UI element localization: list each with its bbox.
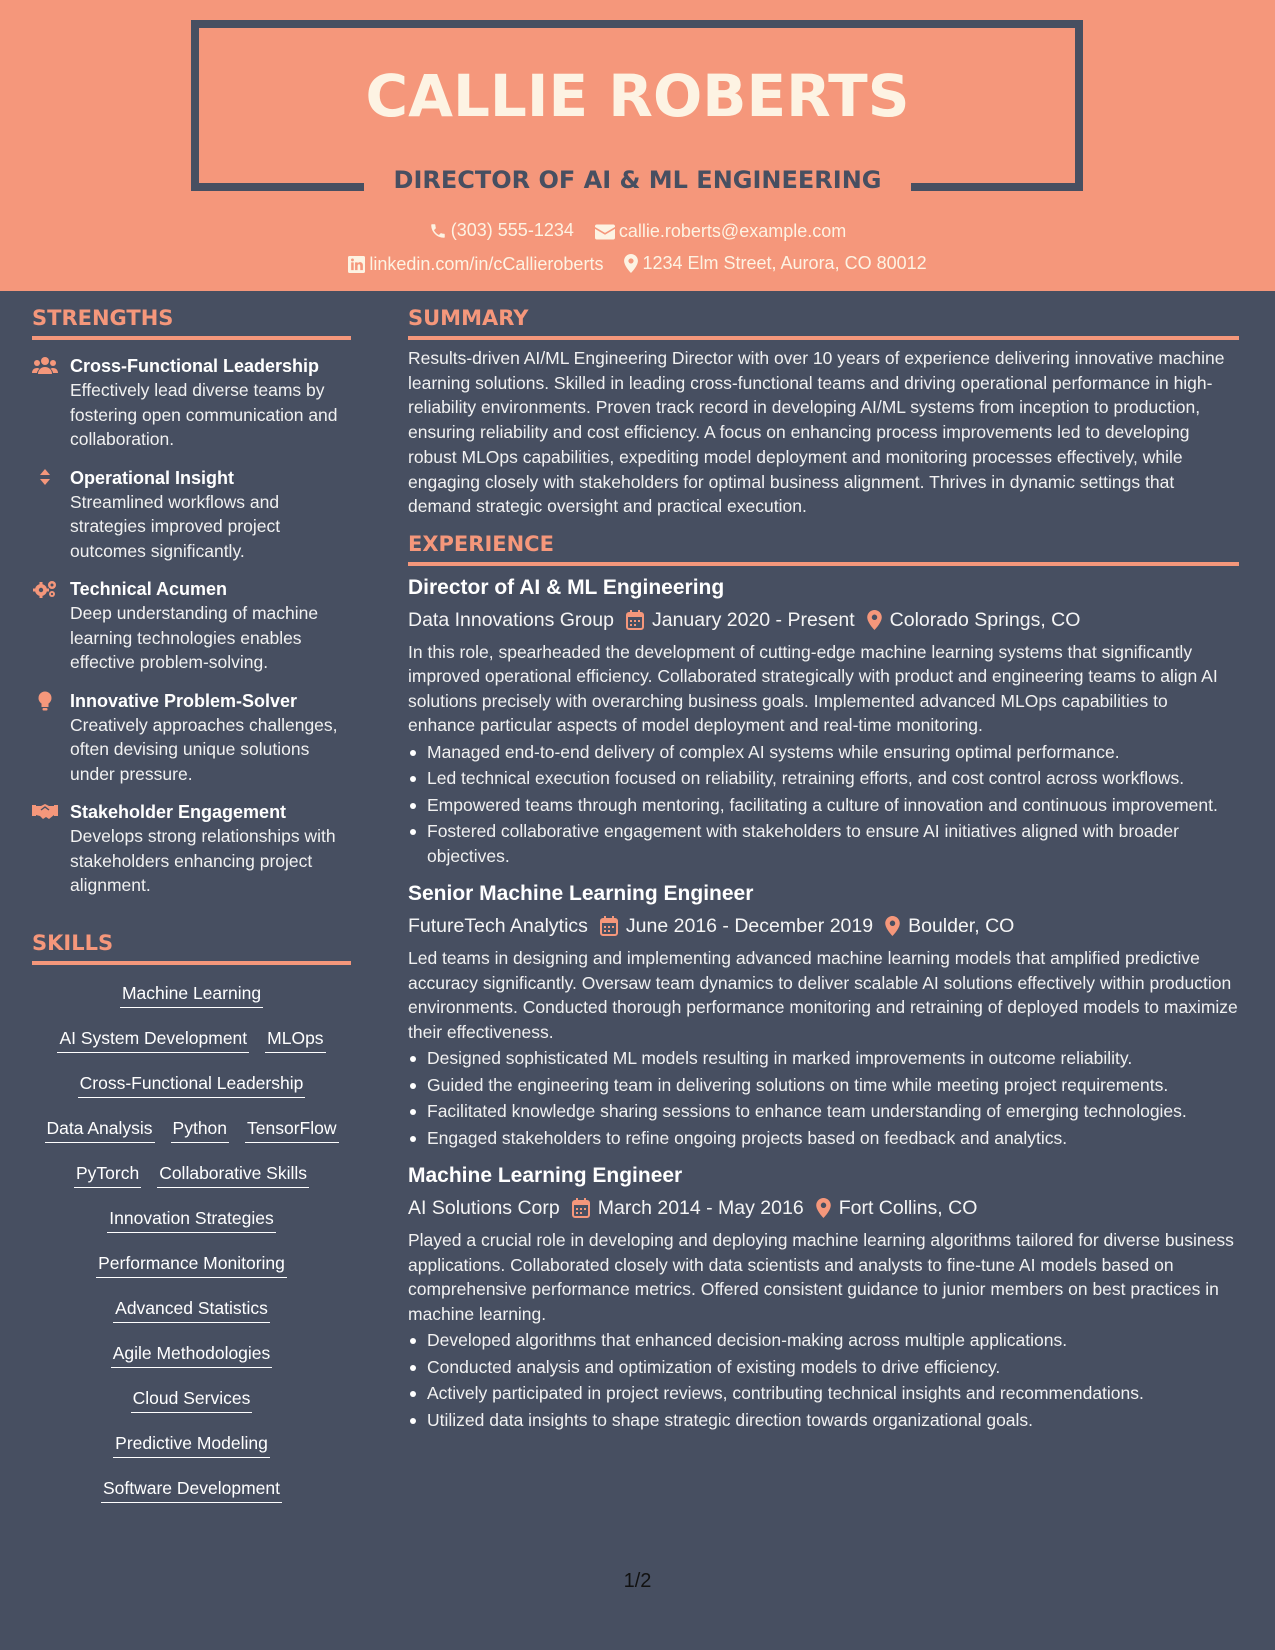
skill-tag: Python — [171, 1116, 229, 1143]
job-title: Director of AI & ML Engineering — [408, 575, 725, 599]
phone-icon — [429, 222, 447, 240]
linkedin-text: linkedin.com/in/cCallieroberts — [369, 254, 604, 274]
strengths-section — [32, 306, 351, 898]
strength-desc: Develops strong relationships with stakeholders enhancing project alignment. — [70, 826, 336, 895]
address-contact — [624, 253, 926, 274]
job-dates: March 2014 - May 2016 — [597, 1197, 804, 1220]
strength-item — [32, 689, 351, 787]
bullet-item: Managed end-to-end delivery of complex AI systems while ensuring optimal performance. — [408, 740, 1239, 765]
strength-title: Operational Insight — [70, 467, 235, 488]
job-meta — [408, 1194, 1239, 1222]
contact-row-2 — [0, 253, 1275, 278]
bullet-item: Engaged stakeholders to refine ongoing projects based on feedback and analytics. — [408, 1126, 1239, 1151]
skill-row — [32, 1161, 351, 1206]
strength-title: Stakeholder Engagement — [70, 802, 287, 822]
envelope-icon — [595, 224, 615, 240]
strength-desc: Effectively lead diverse teams by fostering open communication and collaboration. — [70, 380, 338, 449]
map-pin-icon — [867, 610, 882, 630]
skill-tag: Performance Monitoring — [96, 1251, 287, 1278]
main-column — [408, 306, 1239, 1434]
strength-item — [32, 577, 351, 675]
job-description: Played a crucial role in developing and deploying machine learning algorithms tailored for diverse business applications. Collaborated closely with data scientists and analysts to fine-tune AI models based on comprehensive performance metrics. Offered consistent guidance to junior members on best practices in machine learning. — [408, 1230, 1234, 1324]
strengths-heading: STRENGTHS — [32, 306, 351, 340]
skill-tag: Cross-Functional Leadership — [78, 1071, 306, 1098]
users-icon — [32, 356, 58, 374]
job-title: Machine Learning Engineer — [408, 1164, 683, 1188]
job-bullets — [408, 1328, 1239, 1432]
experience-heading: EXPERIENCE — [408, 532, 1239, 566]
phone-contact[interactable] — [429, 220, 574, 241]
skill-row — [32, 1431, 351, 1476]
bullet-item: Guided the engineering team in delivering solutions on time while meeting project requirements. — [408, 1073, 1239, 1098]
calendar-icon — [626, 610, 644, 630]
skills-section — [32, 931, 351, 1521]
job-entry — [408, 880, 1239, 1150]
contact-row-1 — [0, 220, 1275, 245]
resume-header — [0, 0, 1275, 291]
skill-tag: Innovation Strategies — [107, 1206, 275, 1233]
bullet-item: Fostered collaborative engagement with stakeholders to ensure AI initiatives aligned with broader objectives. — [408, 819, 1239, 868]
job-description: In this role, spearheaded the development of cutting-edge machine learning systems that significantly improved operational efficiency. Collaborated strategically with product and engineering teams to align AI solutions precisely with overarching business goals. Implemented advanced MLOps capabilities to enhance particular aspects of model deployment and real-time monitoring. — [408, 641, 1218, 736]
job-meta — [408, 912, 1239, 940]
skill-row — [32, 1386, 351, 1431]
skill-tag: Agile Methodologies — [111, 1341, 273, 1368]
skill-tag: Machine Learning — [120, 981, 263, 1008]
email-text: callie.roberts@example.com — [618, 221, 847, 241]
job-entry — [408, 1162, 1239, 1432]
gears-icon — [32, 579, 58, 599]
strength-title: Technical Acumen — [70, 579, 228, 599]
bullet-item: Facilitated knowledge sharing sessions to enhance team understanding of emerging technologies. — [408, 1099, 1239, 1124]
address-text: 1234 Elm Street, Aurora, CO 80012 — [642, 253, 927, 273]
skill-row — [32, 981, 351, 1026]
bullet-item: Led technical execution focused on reliability, retraining efforts, and cost control across workflows. — [408, 766, 1239, 791]
strength-desc: Deep understanding of machine learning technologies enables effective problem-solving. — [70, 603, 319, 672]
skill-row — [32, 1071, 351, 1116]
job-entry — [408, 574, 1239, 869]
job-title-heading: DIRECTOR OF AI & ML ENGINEERING — [393, 166, 882, 194]
strengths-list — [32, 354, 351, 898]
skills-list — [32, 981, 351, 1521]
strength-desc: Streamlined workflows and strategies improved project outcomes significantly. — [70, 491, 281, 561]
skill-row — [32, 1251, 351, 1296]
skill-tag: MLOps — [265, 1026, 325, 1053]
skill-tag: Software Development — [101, 1476, 282, 1503]
candidate-name: CALLIE ROBERTS — [365, 62, 910, 130]
job-title: Senior Machine Learning Engineer — [408, 882, 754, 906]
job-description: Led teams in designing and implementing advanced machine learning models that amplified predictive accuracy significantly. Oversaw team dynamics to deliver scalable AI solutions effectively within production environments. Conducted thorough performance monitoring and retraining of deployed models to maximize their effectiveness. — [408, 948, 1238, 1042]
bullet-item: Actively participated in project reviews, contributing technical insights and recommendations. — [408, 1381, 1239, 1406]
linkedin-contact[interactable] — [348, 254, 603, 275]
job-location: Boulder, CO — [908, 915, 1015, 938]
skill-row — [32, 1341, 351, 1386]
lightbulb-icon — [32, 691, 58, 711]
job-bullets — [408, 740, 1239, 869]
skill-row — [32, 1476, 351, 1521]
skill-tag: Predictive Modeling — [113, 1431, 270, 1458]
skill-row — [32, 1026, 351, 1071]
strength-desc: Creatively approaches challenges, often devising unique solutions under pressure. — [70, 714, 338, 784]
skill-tag: PyTorch — [74, 1161, 141, 1188]
skill-row — [32, 1296, 351, 1341]
job-location: Fort Collins, CO — [838, 1197, 978, 1220]
calendar-icon — [572, 1198, 590, 1218]
job-bullets — [408, 1046, 1239, 1150]
job-dates: June 2016 - December 2019 — [625, 915, 874, 938]
summary-heading: SUMMARY — [408, 306, 1239, 340]
phone-text: (303) 555-1234 — [450, 220, 574, 240]
calendar-icon — [600, 916, 618, 936]
job-meta — [408, 606, 1239, 634]
linkedin-icon — [348, 256, 365, 273]
skill-tag: TensorFlow — [245, 1116, 338, 1143]
handshake-icon — [32, 802, 58, 820]
page-number: 1/2 — [623, 1570, 652, 1592]
bullet-item: Developed algorithms that enhanced decision-making across multiple applications. — [408, 1328, 1239, 1353]
strength-title: Cross-Functional Leadership — [70, 356, 320, 376]
company-name: AI Solutions Corp — [408, 1197, 560, 1220]
email-contact[interactable] — [595, 221, 846, 242]
strength-item — [32, 466, 351, 564]
skill-tag: Cloud Services — [131, 1386, 253, 1413]
summary-text: Results-driven AI/ML Engineering Director with over 10 years of experience delivering innovative machine learning solutions. Skilled in leading cross-functional teams and driving operational performance in high-reliability environments. Proven track record in developing AI/ML systems from inception to production, ensuring reliability and cost efficiency. A focus on enhancing process improvements led to developing robust MLOps capabilities, expediting model deployment and monitoring processes effectively, while engaging closely with stakeholders for optimal business alignment. Thrives in dynamic settings that demand strategic oversight and practical execution. — [408, 348, 1225, 517]
skill-row — [32, 1116, 351, 1161]
strength-item — [32, 354, 351, 452]
map-pin-icon — [624, 254, 638, 273]
skill-row — [32, 1206, 351, 1251]
bullet-item: Utilized data insights to shape strategic direction towards organizational goals. — [408, 1408, 1239, 1433]
strength-title: Innovative Problem-Solver — [70, 690, 298, 711]
map-pin-icon — [816, 1198, 831, 1218]
skill-tag: Advanced Statistics — [113, 1296, 270, 1323]
bullet-item: Designed sophisticated ML models resulting in marked improvements in outcome reliability. — [408, 1046, 1239, 1071]
bullet-item: Conducted analysis and optimization of existing models to drive efficiency. — [408, 1355, 1239, 1380]
skills-heading: SKILLS — [32, 931, 351, 965]
job-location: Colorado Springs, CO — [889, 608, 1081, 631]
job-dates: January 2020 - Present — [651, 608, 855, 631]
map-pin-icon — [885, 916, 900, 936]
sort-icon — [32, 468, 58, 486]
company-name: Data Innovations Group — [408, 608, 614, 631]
skill-tag: AI System Development — [57, 1026, 249, 1053]
skill-tag: Data Analysis — [45, 1116, 155, 1143]
skill-tag: Collaborative Skills — [157, 1161, 309, 1188]
company-name: FutureTech Analytics — [408, 915, 588, 938]
strength-item — [32, 800, 351, 898]
bullet-item: Empowered teams through mentoring, facilitating a culture of innovation and continuous improvement. — [408, 793, 1239, 818]
